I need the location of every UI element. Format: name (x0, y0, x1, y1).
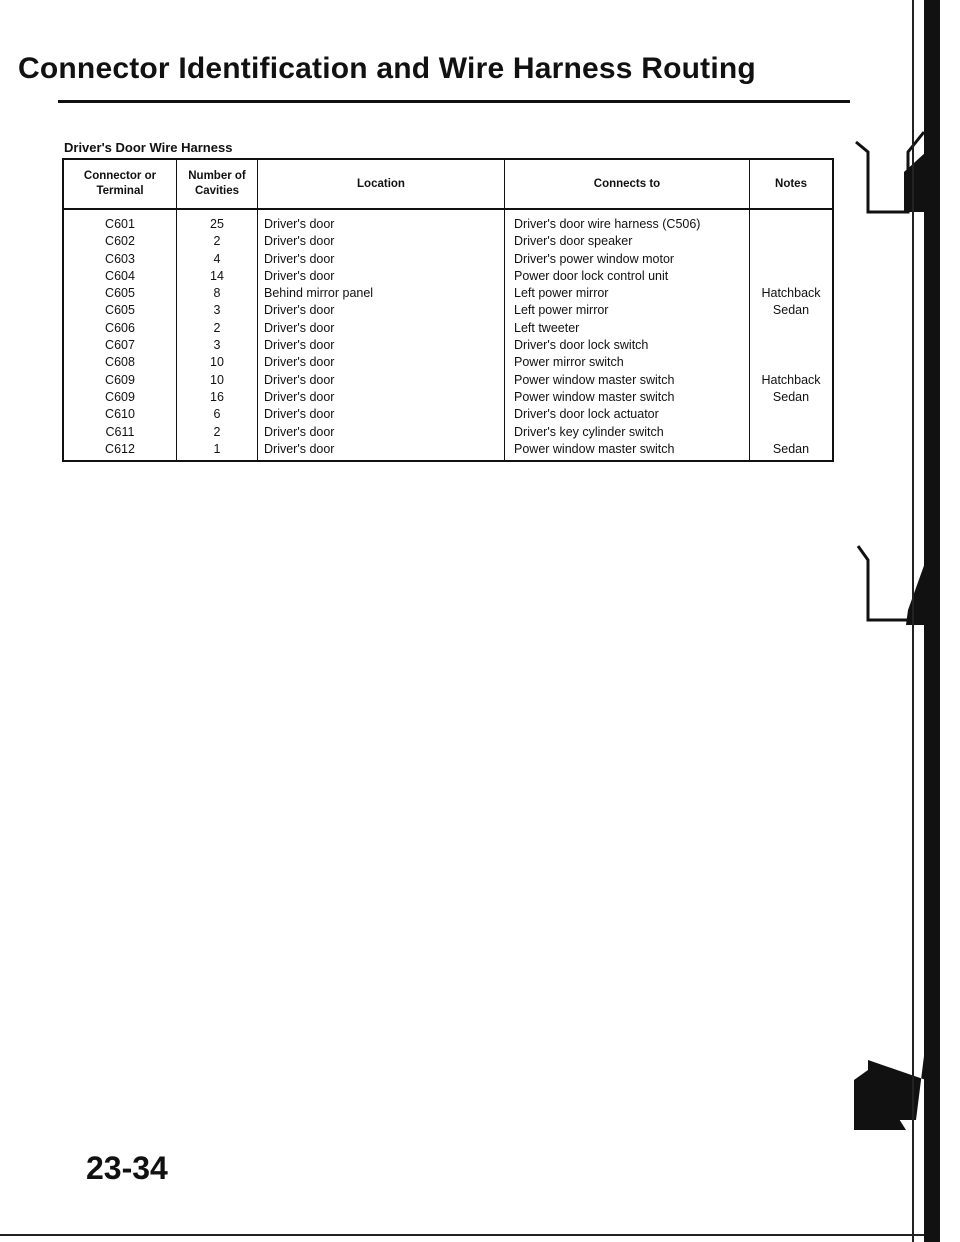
column-divider (504, 160, 505, 460)
header-cavities-line2: Cavities (194, 185, 240, 197)
notes-cell (750, 406, 832, 423)
location-cell: Driver's door (264, 251, 335, 266)
title-rule (58, 100, 850, 103)
cavities-cell: 1 (213, 441, 221, 456)
connector-cell: C610 (105, 407, 135, 422)
cavities-column (177, 216, 257, 458)
connector-cell: C609 (105, 389, 135, 404)
notes-cell (750, 337, 832, 354)
notes-cell (750, 320, 832, 337)
connects-to-cell: Left power mirror (514, 303, 609, 318)
cavities-cell: 14 (210, 268, 224, 283)
connector-cell: C611 (105, 424, 135, 439)
header-connector (64, 160, 176, 208)
notes-cell (750, 251, 832, 268)
connector-cell: C608 (105, 355, 135, 370)
connector-cell: C609 (105, 372, 135, 387)
location-cell: Driver's door (264, 217, 335, 231)
location-cell: Driver's door (264, 303, 335, 318)
connector-cell: C612 (105, 441, 135, 456)
connects-to-cell: Power window master switch (514, 372, 675, 387)
column-divider (257, 160, 258, 460)
location-cell: Driver's door (264, 372, 335, 387)
header-connects-to: Connects to (593, 177, 661, 190)
connects-to-cell: Driver's door speaker (514, 234, 633, 249)
connector-cell: C607 (105, 338, 135, 353)
connects-to-cell: Power window master switch (514, 441, 675, 456)
connects-to-cell: Driver's power window motor (514, 251, 675, 266)
location-cell: Driver's door (264, 234, 335, 249)
binder-tab-mark (846, 112, 926, 222)
location-cell: Behind mirror panel (264, 286, 374, 301)
notes-cell: Hatchback (761, 372, 821, 387)
connector-cell: C605 (105, 303, 135, 318)
location-cell: Driver's door (264, 407, 335, 422)
cavities-cell: 2 (213, 424, 221, 439)
cavities-cell: 10 (210, 355, 224, 370)
location-cell: Driver's door (264, 389, 335, 404)
connects-to-column (514, 216, 746, 458)
cavities-cell: 6 (213, 407, 221, 422)
notes-cell: Sedan (772, 389, 810, 404)
cavities-cell: 16 (210, 389, 224, 404)
cavities-cell: 25 (210, 217, 224, 231)
scan-edge-line (0, 1234, 924, 1236)
connector-table (62, 158, 834, 462)
notes-cell (750, 268, 832, 285)
table-header (64, 160, 832, 210)
connects-to-cell: Driver's door lock actuator (514, 407, 659, 422)
notes-cell (750, 216, 832, 233)
page-edge-bar (924, 0, 940, 1242)
location-cell: Driver's door (264, 320, 335, 335)
binder-tab-mark (846, 1020, 926, 1130)
connects-to-cell: Driver's door lock switch (514, 338, 649, 353)
page-title: Connector Identification and Wire Harness Routing (18, 52, 756, 85)
header-notes: Notes (775, 177, 807, 190)
connects-to-cell: Left power mirror (514, 286, 609, 301)
cavities-cell: 2 (213, 320, 221, 335)
notes-cell: Sedan (772, 303, 810, 318)
cavities-cell: 2 (213, 234, 221, 249)
location-cell: Driver's door (264, 338, 335, 353)
notes-cell (750, 354, 832, 371)
cavities-cell: 10 (210, 372, 224, 387)
location-cell: Driver's door (264, 268, 335, 283)
notes-column (750, 216, 832, 458)
connector-cell: C602 (105, 234, 135, 249)
notes-cell (750, 424, 832, 441)
notes-cell: Hatchback (761, 286, 821, 301)
scan-edge-line (912, 0, 914, 1242)
header-connector-line1: Connector or (83, 170, 157, 182)
page-number: 23-34 (86, 1150, 168, 1186)
notes-cell (750, 233, 832, 250)
header-location: Location (357, 177, 405, 190)
cavities-cell: 3 (213, 338, 221, 353)
connector-cell: C601 (105, 217, 135, 231)
connects-to-cell: Power door lock control unit (514, 268, 669, 283)
header-cavities-line1: Number of (188, 170, 246, 182)
connects-to-cell: Driver's key cylinder switch (514, 424, 664, 439)
connects-to-cell: Power window master switch (514, 389, 675, 404)
location-cell: Driver's door (264, 355, 335, 370)
cavities-cell: 4 (213, 251, 221, 266)
notes-cell: Sedan (772, 441, 810, 456)
location-cell: Driver's door (264, 441, 335, 456)
connects-to-cell: Power mirror switch (514, 355, 624, 370)
connector-cell: C603 (105, 251, 135, 266)
header-cavities (177, 160, 257, 208)
location-cell: Driver's door (264, 424, 335, 439)
binder-tab-mark (846, 540, 926, 630)
connector-cell: C604 (105, 268, 135, 283)
connector-cell: C606 (105, 320, 135, 335)
table-caption: Driver's Door Wire Harness (64, 140, 233, 155)
connects-to-cell: Left tweeter (514, 320, 580, 335)
connector-column (64, 216, 176, 458)
connects-to-cell: Driver's door wire harness (C506) (514, 217, 701, 231)
connector-cell: C605 (105, 286, 135, 301)
location-column (264, 216, 500, 458)
header-connector-line2: Terminal (96, 185, 144, 197)
cavities-cell: 3 (213, 303, 221, 318)
cavities-cell: 8 (213, 286, 221, 301)
